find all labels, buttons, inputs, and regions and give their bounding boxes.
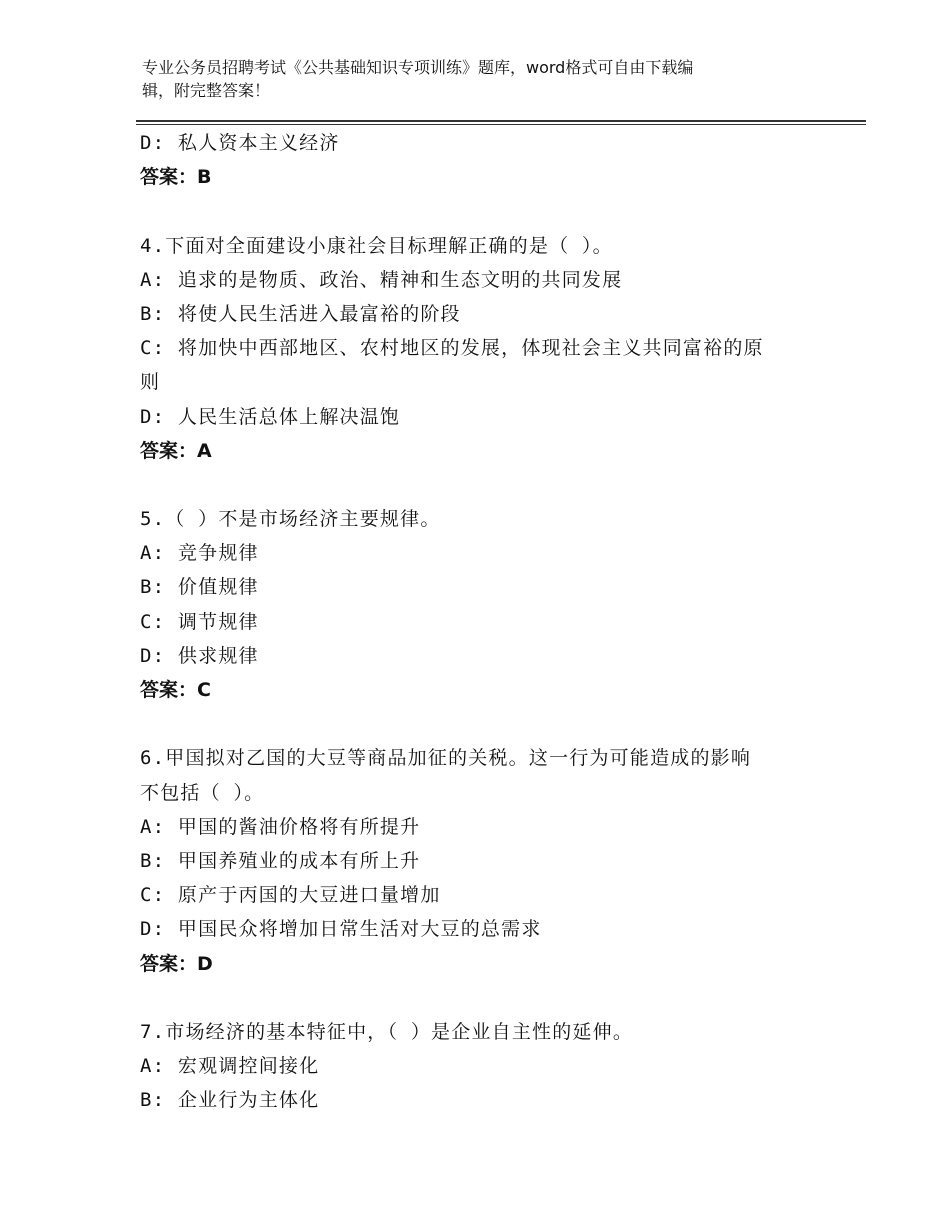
spacer — [140, 981, 820, 1015]
q5-option-d: D: 供求规律 — [140, 644, 259, 667]
q4-option-c-line-2: 则 — [140, 371, 161, 394]
question-6 — [140, 741, 820, 980]
q6-answer: 答案：D — [140, 952, 213, 975]
question-3 — [140, 126, 820, 194]
header-rule-thin — [136, 124, 866, 125]
page-header — [142, 56, 792, 102]
q4-option-b: B: 将使人民生活进入最富裕的阶段 — [140, 302, 461, 325]
q5-option-a: A: 竞争规律 — [140, 542, 259, 565]
q3-option-d: D: 私人资本主义经济 — [140, 132, 340, 154]
q4-option-d: D: 人民生活总体上解决温饱 — [140, 405, 401, 428]
q4-option-c-line-1: C: 将加快中西部地区、农村地区的发展，体现社会主义共同富裕的原 — [140, 337, 764, 360]
q5-option-c: C: 调节规律 — [140, 610, 259, 633]
q6-option-b: B: 甲国养殖业的成本有所上升 — [140, 849, 421, 872]
spacer — [140, 468, 820, 502]
header-line-1: 专业公务员招聘考试《公共基础知识专项训练》题库，word格式可自由下载编 — [142, 58, 694, 77]
q7-option-a: A: 宏观调控间接化 — [140, 1055, 320, 1078]
question-content — [140, 126, 820, 1117]
question-4 — [140, 229, 820, 468]
spacer — [140, 194, 820, 228]
q5-option-b: B: 价值规律 — [140, 576, 259, 599]
q6-stem-line-1: 6.甲国拟对乙国的大豆等商品加征的关税。这一行为可能造成的影响 — [140, 747, 752, 770]
header-rule-thick — [136, 120, 866, 122]
question-5 — [140, 502, 820, 707]
q5-answer: 答案：C — [140, 679, 211, 701]
q7-option-b: B: 企业行为主体化 — [140, 1089, 320, 1112]
question-7 — [140, 1015, 820, 1118]
q5-stem: 5.（ ）不是市场经济主要规律。 — [140, 508, 441, 531]
q7-stem: 7.市场经济的基本特征中，（ ）是企业自主性的延伸。 — [140, 1020, 634, 1043]
q6-option-a: A: 甲国的酱油价格将有所提升 — [140, 815, 421, 838]
spacer — [140, 707, 820, 741]
q6-option-d: D: 甲国民众将增加日常生活对大豆的总需求 — [140, 918, 542, 941]
q4-stem: 4.下面对全面建设小康社会目标理解正确的是（ ）。 — [140, 234, 613, 257]
q4-option-a: A: 追求的是物质、政治、精神和生态文明的共同发展 — [140, 268, 623, 291]
q3-answer: 答案：B — [140, 166, 212, 189]
q6-option-c: C: 原产于丙国的大豆进口量增加 — [140, 884, 441, 907]
q4-answer: 答案：A — [140, 439, 212, 462]
q6-stem-line-2: 不包括（ ）。 — [140, 781, 265, 804]
header-line-2: 辑，附完整答案！ — [142, 81, 271, 100]
